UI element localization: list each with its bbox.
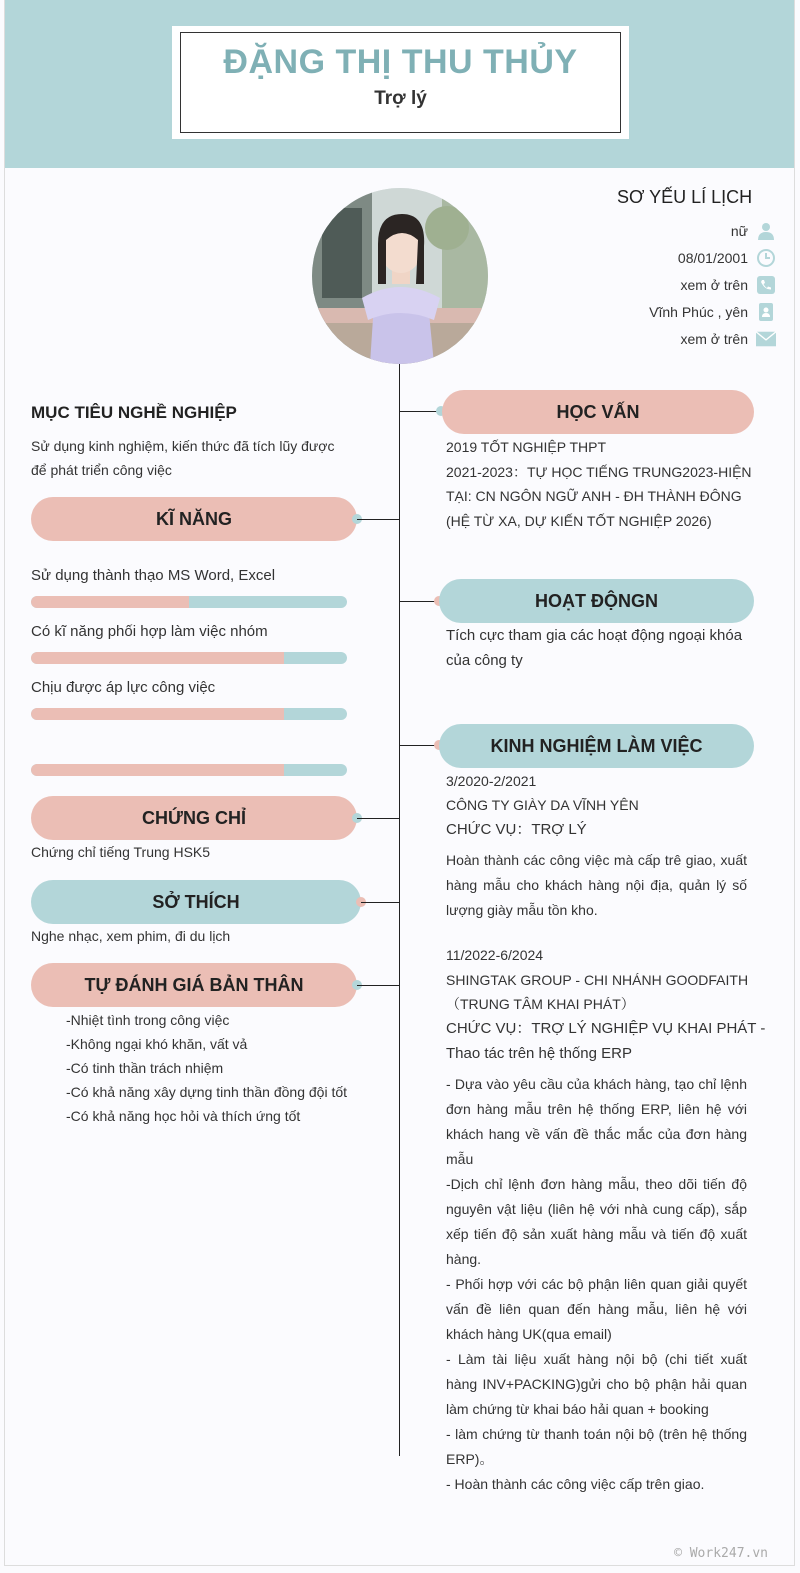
connector-skills — [357, 519, 399, 520]
self-assessment-item-5: -Có khả năng học hỏi và thích ứng tốt — [66, 1108, 301, 1124]
clock-icon — [756, 248, 776, 268]
objective-line-1: Sử dụng kinh nghiệm, kiến thức đã tích lũy được — [31, 438, 335, 454]
skill-label-1: Sử dụng thành thạo MS Word, Excel — [31, 567, 276, 584]
avatar — [312, 188, 488, 364]
phone-icon — [756, 275, 776, 295]
job1-description: Hoàn thành các công việc mà cấp trê giao, xuất hàng mẫu cho khách hàng nội địa, quản lý số lượng giày mẫu tồn kho. — [446, 852, 747, 918]
connector-education — [399, 411, 441, 412]
connector-certificates — [357, 818, 399, 819]
skill-bar-fill-4 — [31, 764, 284, 776]
footer-watermark: © Work247.vn — [674, 1546, 768, 1561]
cv-page — [4, 0, 795, 1566]
user-icon — [756, 221, 776, 241]
header-band — [5, 0, 794, 168]
job2-period: 11/2022-6/2024 — [446, 947, 544, 963]
job1-company: CÔNG TY GIÀY DA VĨNH YÊN — [446, 797, 639, 813]
self-assessment-item-2: -Không ngại khó khăn, vất vả — [66, 1036, 248, 1052]
objective-heading: MỤC TIÊU NGHỀ NGHIỆP — [31, 403, 237, 422]
skill-bar-fill-2 — [31, 652, 284, 664]
hobbies-heading-text: SỞ THÍCH — [152, 891, 240, 912]
self-assessment-item-3: -Có tinh thần trách nhiệm — [66, 1060, 224, 1076]
education-line-3: TẠI: CN NGÔN NGỮ ANH - ĐH THÀNH ĐÔNG — [446, 488, 742, 504]
objective-line-2: để phát triển công việc — [31, 462, 172, 478]
dob-row — [678, 247, 776, 269]
activities-heading-text: HOẠT ĐỘNGN — [535, 590, 658, 611]
candidate-name: ĐẶNG THỊ THU THỦY — [223, 43, 578, 81]
certificates-text: Chứng chỉ tiếng Trung HSK5 — [31, 844, 211, 860]
certificates-heading — [31, 796, 357, 840]
job2-task: - làm chứng từ thanh toán nội bộ (trên hệ thống ERP)。 — [446, 1426, 747, 1467]
skill-bar-4 — [31, 764, 347, 776]
address-value: Vĩnh Phúc , yên — [649, 304, 748, 320]
skills-heading-text: KĨ NĂNG — [156, 508, 232, 529]
activities-line-2: của công ty — [446, 652, 523, 669]
phone-row — [680, 274, 776, 296]
job2-task: -Dịch chỉ lệnh đơn hàng mẫu, theo dõi tiến độ nguyên vật liệu (liên hệ với nhà cung cấp), sắp xếp tiến độ sản xuất hàng mẫu và tiến độ xuất hàng. — [446, 1176, 747, 1267]
skill-bar-fill-3 — [31, 708, 284, 720]
experience-heading — [439, 724, 754, 768]
job2-task: - Làm tài liệu xuất hàng nội bộ (chi tiết xuất hàng INV+PACKING)gửi cho bộ phận hải quan làm chứng từ khai báo hải quan + booking — [446, 1351, 747, 1417]
name-card-frame — [180, 32, 621, 133]
name-card — [172, 26, 629, 139]
skill-label-3: Chịu được áp lực công việc — [31, 679, 216, 696]
dob-value: 08/01/2001 — [677, 250, 748, 266]
skill-bar-3 — [31, 708, 347, 720]
address-row — [649, 301, 776, 323]
connector-self-assessment — [357, 985, 399, 986]
job2-position-sub: Thao tác trên hệ thống ERP — [446, 1045, 632, 1062]
contact-card-icon — [756, 302, 776, 322]
candidate-role: Trợ lý — [374, 88, 427, 109]
phone-value: xem ở trên — [680, 277, 748, 293]
certificates-heading-text: CHỨNG CHỈ — [142, 807, 246, 828]
self-assessment-item-4: -Có khả năng xây dựng tinh thần đồng đội tốt — [66, 1084, 348, 1100]
skill-bar-2 — [31, 652, 347, 664]
skill-label-2: Có kĩ năng phối hợp làm việc nhóm — [31, 623, 268, 640]
skill-bar-1 — [31, 596, 347, 608]
skill-bar-fill-1 — [31, 596, 189, 608]
activities-heading — [439, 579, 754, 623]
connector-experience — [399, 745, 439, 746]
job2-task: - Phối hợp với các bộ phận liên quan giải quyết vấn đề liên quan đến hàng mẫu, liên hệ với khách hàng UK(qua email) — [446, 1276, 747, 1342]
education-line-2: 2021-2023：TỰ HỌC TIẾNG TRUNG2023-HIỆN — [446, 464, 752, 480]
hobbies-heading — [31, 880, 361, 924]
self-assessment-heading — [31, 963, 357, 1007]
education-line-4: (HỆ TỪ XA, DỰ KIẾN TỐT NGHIỆP 2026) — [446, 513, 712, 529]
job2-task: - Dựa vào yêu cầu của khách hàng, tạo chỉ lệnh đơn hàng mẫu trên hệ thống ERP, liên hệ với khách hang về vấn đề thắc mắc của đơn hàng mẫu — [446, 1076, 747, 1167]
connector-activities — [399, 601, 439, 602]
activities-line-1: Tích cực tham gia các hoạt động ngoại khóa — [446, 627, 743, 644]
job2-position: CHỨC VỤ：TRỢ LÝ NGHIỆP VỤ KHAI PHÁT - — [446, 1020, 766, 1037]
email-value: xem ở trên — [680, 331, 748, 347]
profile-title: SƠ YẾU LÍ LỊCH — [617, 187, 753, 207]
self-assessment-item-1: -Nhiệt tình trong công việc — [66, 1012, 230, 1028]
job2-company-sub: （TRUNG TÂM KHAI PHÁT） — [446, 996, 635, 1012]
job2-company: SHINGTAK GROUP - CHI NHÁNH GOODFAITH — [446, 972, 749, 988]
job1-position: CHỨC VỤ：TRỢ LÝ — [446, 821, 587, 838]
timeline-axis — [399, 364, 400, 1456]
avatar-photo — [312, 188, 488, 364]
self-assessment-heading-text: TỰ ĐÁNH GIÁ BẢN THÂN — [84, 974, 304, 995]
education-heading — [442, 390, 754, 434]
gender-row — [731, 220, 776, 242]
connector-hobbies — [361, 902, 399, 903]
job2-task-list — [446, 1072, 747, 1497]
skills-heading — [31, 497, 357, 541]
gender-value: nữ — [730, 223, 748, 239]
job2-task: - Hoàn thành các công việc cấp trên giao. — [446, 1476, 705, 1492]
hobbies-text: Nghe nhạc, xem phim, đi du lịch — [31, 928, 231, 944]
envelope-icon — [756, 329, 776, 349]
email-row — [680, 328, 776, 350]
experience-heading-text: KINH NGHIỆM LÀM VIỆC — [490, 735, 703, 756]
education-heading-text: HỌC VẤN — [556, 401, 640, 422]
education-line-1: 2019 TỐT NGHIỆP THPT — [446, 439, 607, 455]
job1-period: 3/2020-2/2021 — [446, 773, 537, 789]
